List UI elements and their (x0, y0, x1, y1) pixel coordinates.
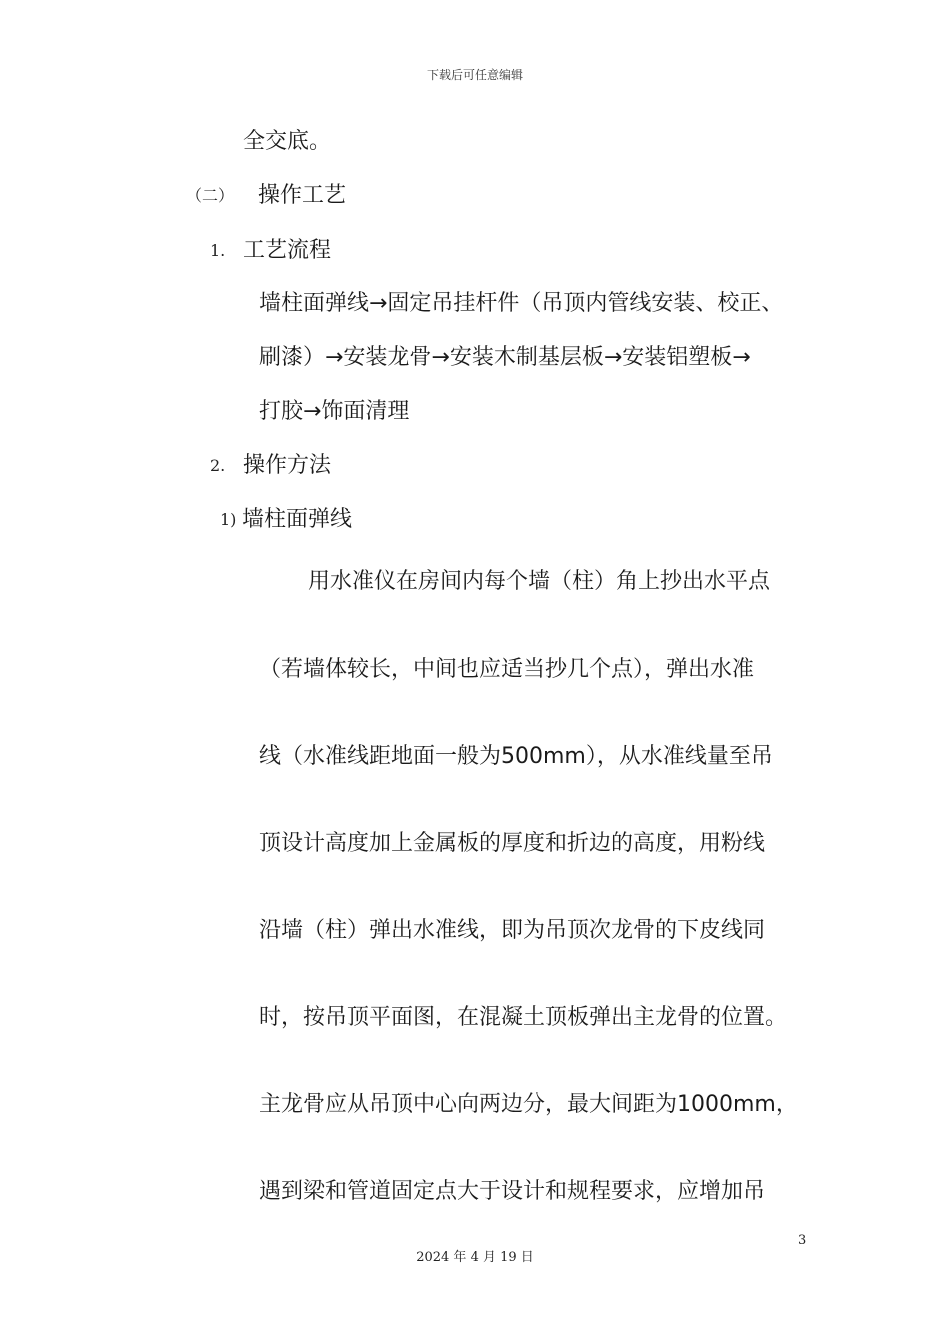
paragraph-line: （若墙体较长，中间也应适当抄几个点），弹出水准 (259, 657, 755, 682)
subitem-marker: 1) (220, 510, 237, 529)
paragraph-line: 线（水准线距地面一般为500mm），从水准线量至吊 (259, 744, 773, 769)
section-title: 操作工艺 (258, 183, 347, 208)
page-header: 下载后可任意编辑 (426, 68, 523, 82)
text-line: 墙柱面弹线→固定吊挂杆件（吊顶内管线安装、校正、 (259, 291, 784, 316)
paragraph-line: 时，按吊顶平面图，在混凝土顶板弹出主龙骨的位置。 (259, 1005, 788, 1030)
paragraph-line: 顶设计高度加上金属板的厚度和折边的高度，用粉线 (259, 831, 766, 856)
text-line: 刷漆）→安装龙骨→安装木制基层板→安装铝塑板→ (259, 345, 751, 370)
page-number: 3 (798, 1233, 807, 1248)
paragraph-line: 主龙骨应从吊顶中心向两边分，最大间距为1000mm， (259, 1092, 798, 1117)
paragraph-line: 沿墙（柱）弹出水准线，即为吊顶次龙骨的下皮线同 (259, 918, 766, 943)
text-line: 打胶→饰面清理 (259, 399, 410, 424)
item-title: 操作方法 (243, 453, 332, 478)
item-marker: 1. (210, 241, 226, 260)
text-line: 全交底。 (243, 129, 332, 154)
footer-date: 2024 年 4 月 19 日 (416, 1250, 534, 1265)
section-marker: （二） (186, 186, 235, 205)
subitem-title: 墙柱面弹线 (242, 507, 353, 532)
paragraph-line: 遇到梁和管道固定点大于设计和规程要求，应增加吊 (259, 1179, 766, 1204)
paragraph-line: 用水准仪在房间内每个墙（柱）角上抄出水平点 (308, 569, 771, 594)
item-marker: 2. (210, 456, 226, 475)
item-title: 工艺流程 (243, 238, 332, 263)
